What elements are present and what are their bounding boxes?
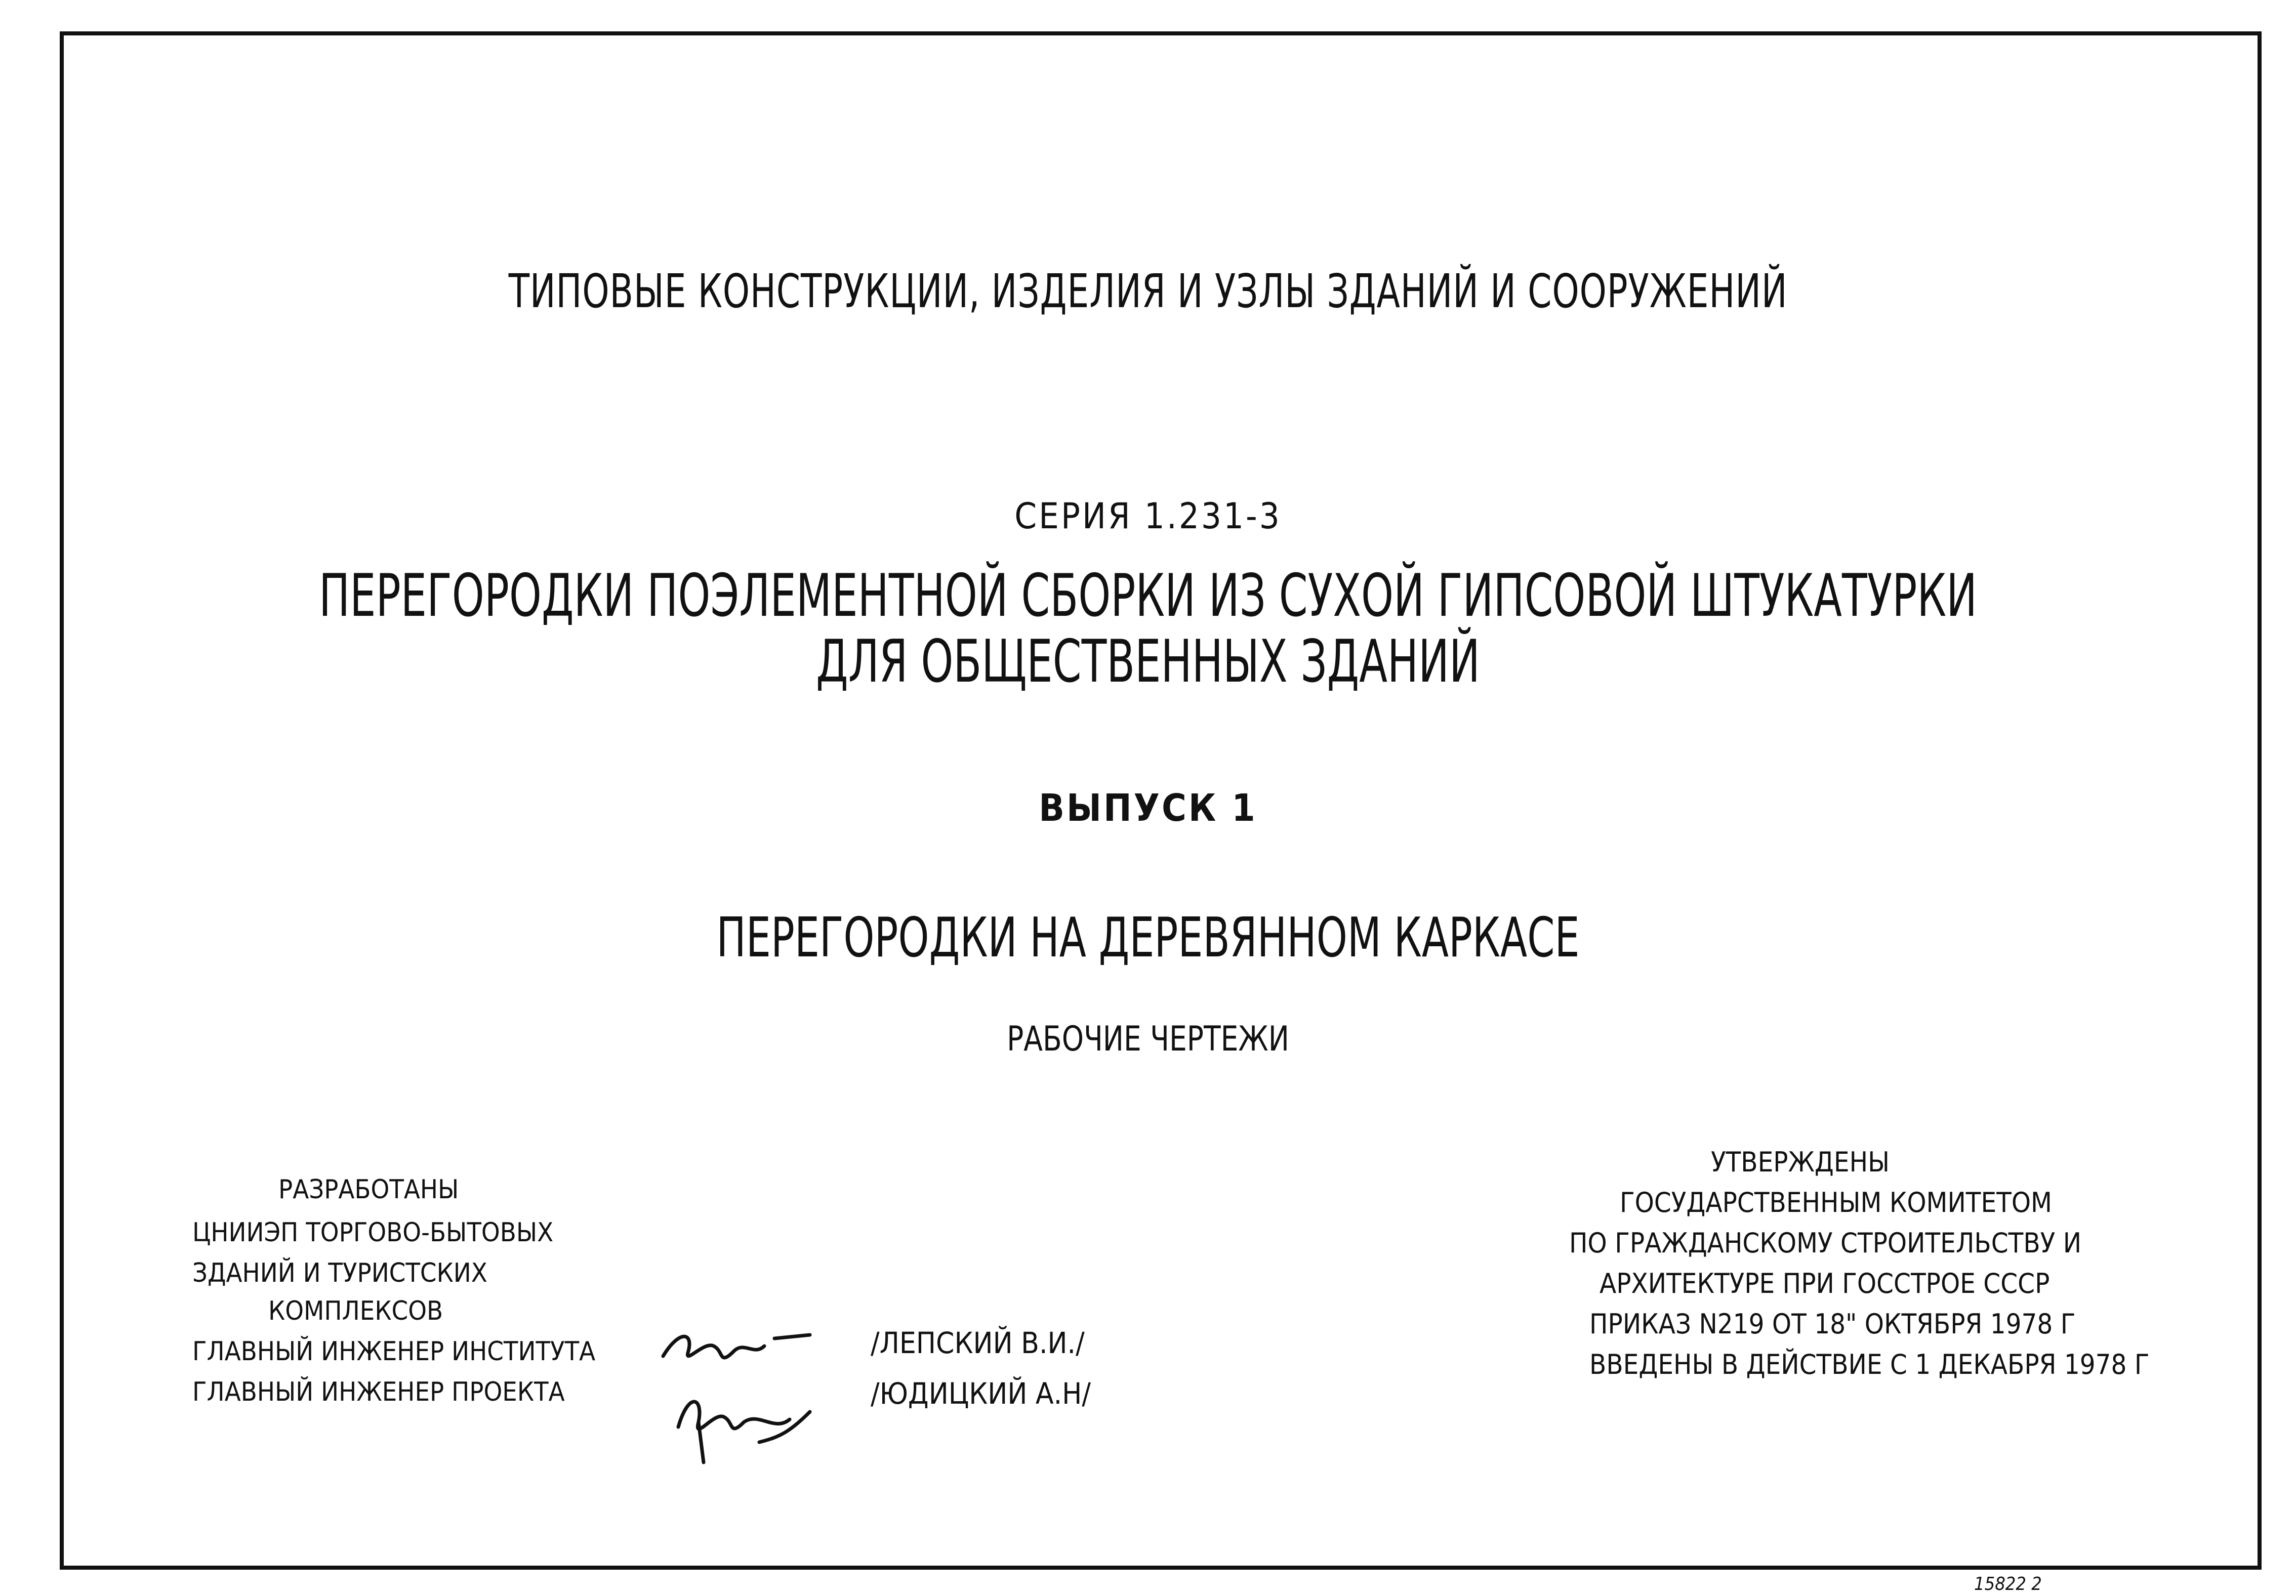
developer-org-line-2: ЗДАНИЙ И ТУРИСТСКИХ — [192, 1258, 487, 1288]
approved-line-3: ПО ГРАЖДАНСКОМУ СТРОИТЕЛЬСТВУ И — [1569, 1227, 2082, 1259]
signatures — [658, 1311, 840, 1473]
approved-order: ПРИКАЗ N219 ОТ 18" ОКТЯБРЯ 1978 Г — [1589, 1308, 2076, 1340]
signatory-name-1: /ЛЕПСКИЙ В.И./ — [871, 1326, 1085, 1360]
developer-org-line-3: КОМПЛЕКСОВ — [268, 1296, 443, 1326]
approved-line-4: АРХИТЕКТУРЕ ПРИ ГОССТРОЕ СССР — [1600, 1268, 2050, 1299]
signatory-name-2: /ЮДИЦКИЙ А.Н/ — [871, 1376, 1091, 1411]
developer-org-line-1: ЦНИИЭП ТОРГОВО-БЫТОВЫХ — [192, 1217, 554, 1248]
series-number: СЕРИЯ 1.231-3 — [1014, 495, 1282, 537]
role-chief-engineer-project: ГЛАВНЫЙ ИНЖЕНЕР ПРОЕКТА — [192, 1377, 565, 1407]
approved-line-2: ГОСУДАРСТВЕННЫМ КОМИТЕТОМ — [1620, 1187, 2052, 1219]
header-text: ТИПОВЫЕ КОНСТРУКЦИИ, ИЗДЕЛИЯ И УЗЛЫ ЗДАНИЙ И СООРУЖЕНИЙ — [508, 264, 1788, 318]
title-line-2: ДЛЯ ОБЩЕСТВЕННЫХ ЗДАНИЙ — [816, 627, 1480, 696]
developed-label: РАЗРАБОТАНЫ — [278, 1174, 459, 1205]
title-line-1: ПЕРЕГОРОДКИ ПОЭЛЕМЕНТНОЙ СБОРКИ ИЗ СУХОЙ ГИПСОВОЙ ШТУКАТУРКИ — [318, 562, 1978, 630]
signature-1 — [663, 1335, 810, 1358]
issue-number: ВЫПУСК 1 — [1039, 786, 1257, 830]
approved-effective-date: ВВЕДЕНЫ В ДЕЙСТВИЕ С 1 ДЕКАБРЯ 1978 Г — [1589, 1349, 2150, 1380]
archive-number: 15822 2 — [1974, 1574, 2042, 1594]
document-kind: РАБОЧИЕ ЧЕРТЕЖИ — [1007, 1019, 1289, 1059]
part-title: ПЕРЕГОРОДКИ НА ДЕРЕВЯННОМ КАРКАСЕ — [716, 906, 1580, 970]
approved-line-1: УТВЕРЖДЕНЫ — [1711, 1146, 1890, 1178]
role-chief-engineer-institute: ГЛАВНЫЙ ИНЖЕНЕР ИНСТИТУТА — [192, 1336, 596, 1367]
signature-2 — [678, 1402, 810, 1462]
